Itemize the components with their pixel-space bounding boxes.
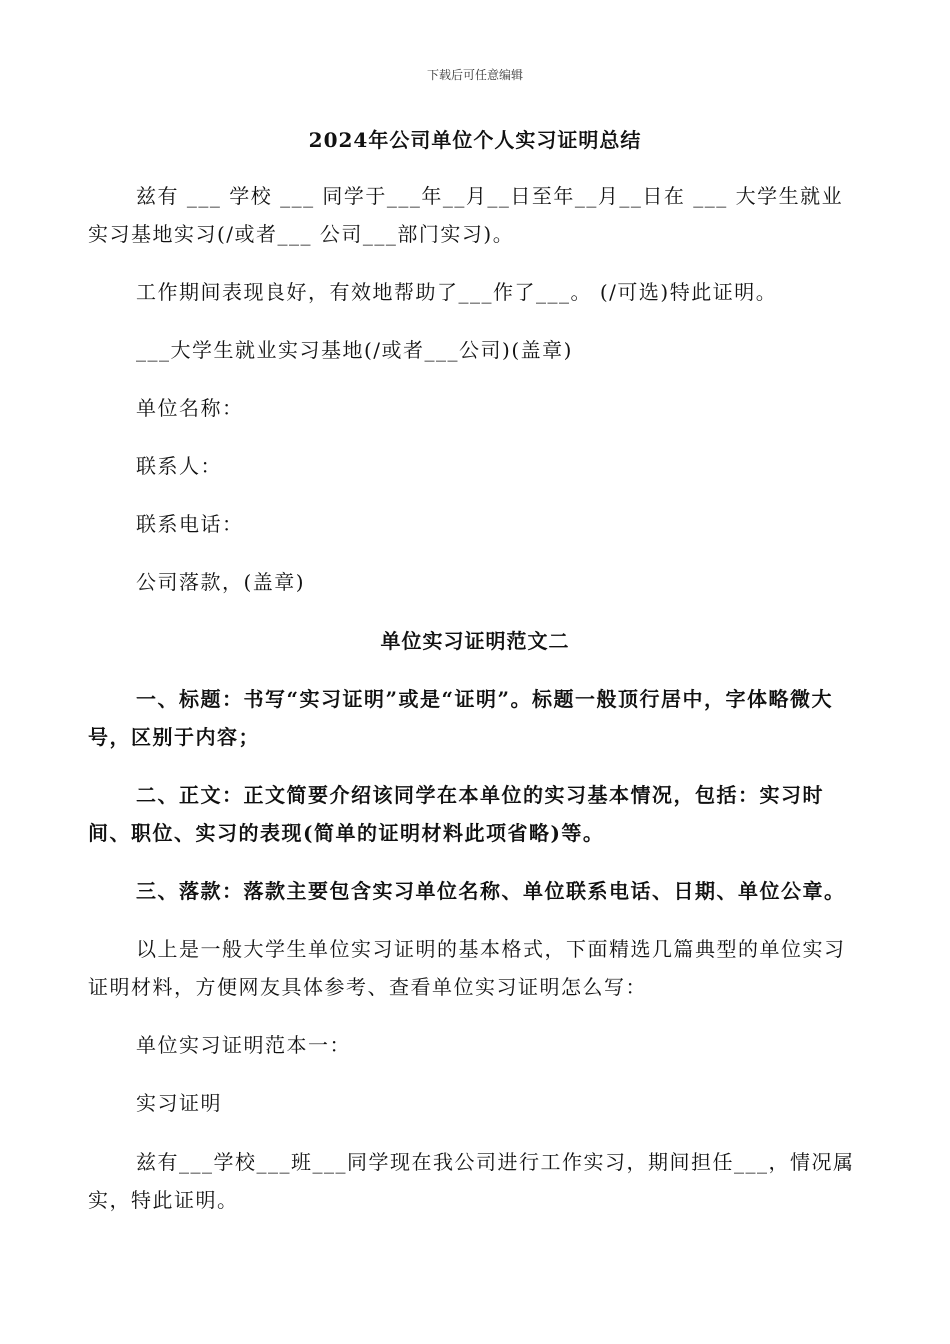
paragraph-sample-heading: 单位实习证明范本一： xyxy=(136,1033,351,1057)
point-body: 二、正文：正文简要介绍该同学在本单位的实习基本情况，包括：实习时间、职位、实习的表现(简单的证明材料此项省略)等。 xyxy=(88,783,824,845)
paragraph-contact-phone: 联系电话： xyxy=(136,512,244,536)
paragraph-intro: 兹有 ___ 学校 ___ 同学于___年__月__日至年__月__日在 ___ 大学生就业实习基地实习(/或者___ 公司___部门实习)。 xyxy=(88,184,844,246)
paragraph-performance: 工作期间表现良好，有效地帮助了___作了___。 (/可选)特此证明。 xyxy=(136,280,778,304)
paragraph-cert-title: 实习证明 xyxy=(136,1091,222,1115)
paragraph-stamp-line: ___大学生就业实习基地(/或者___公司)(盖章) xyxy=(136,338,573,362)
paragraph-sample-body: 兹有___学校___班___同学现在我公司进行工作实习，期间担任___，情况属实，特此证明。 xyxy=(88,1150,855,1212)
header-note: 下载后可任意编辑 xyxy=(426,68,523,82)
paragraph-contact-person: 联系人： xyxy=(136,454,222,478)
paragraph-signature: 公司落款，(盖章) xyxy=(136,570,306,594)
section-title: 单位实习证明范文二 xyxy=(380,629,570,653)
point-signature: 三、落款：落款主要包含实习单位名称、单位联系电话、日期、单位公章。 xyxy=(136,879,846,903)
point-title: 一、标题：书写“实习证明”或是“证明”。标题一般顶行居中，字体略微大号，区别于内容； xyxy=(88,687,834,749)
paragraph-summary: 以上是一般大学生单位实习证明的基本格式，下面精选几篇典型的单位实习证明材料，方便网友具体参考、查看单位实习证明怎么写： xyxy=(88,937,846,999)
paragraph-unit-name: 单位名称： xyxy=(136,396,244,420)
document-title: 2024年公司单位个人实习证明总结 xyxy=(308,128,642,152)
